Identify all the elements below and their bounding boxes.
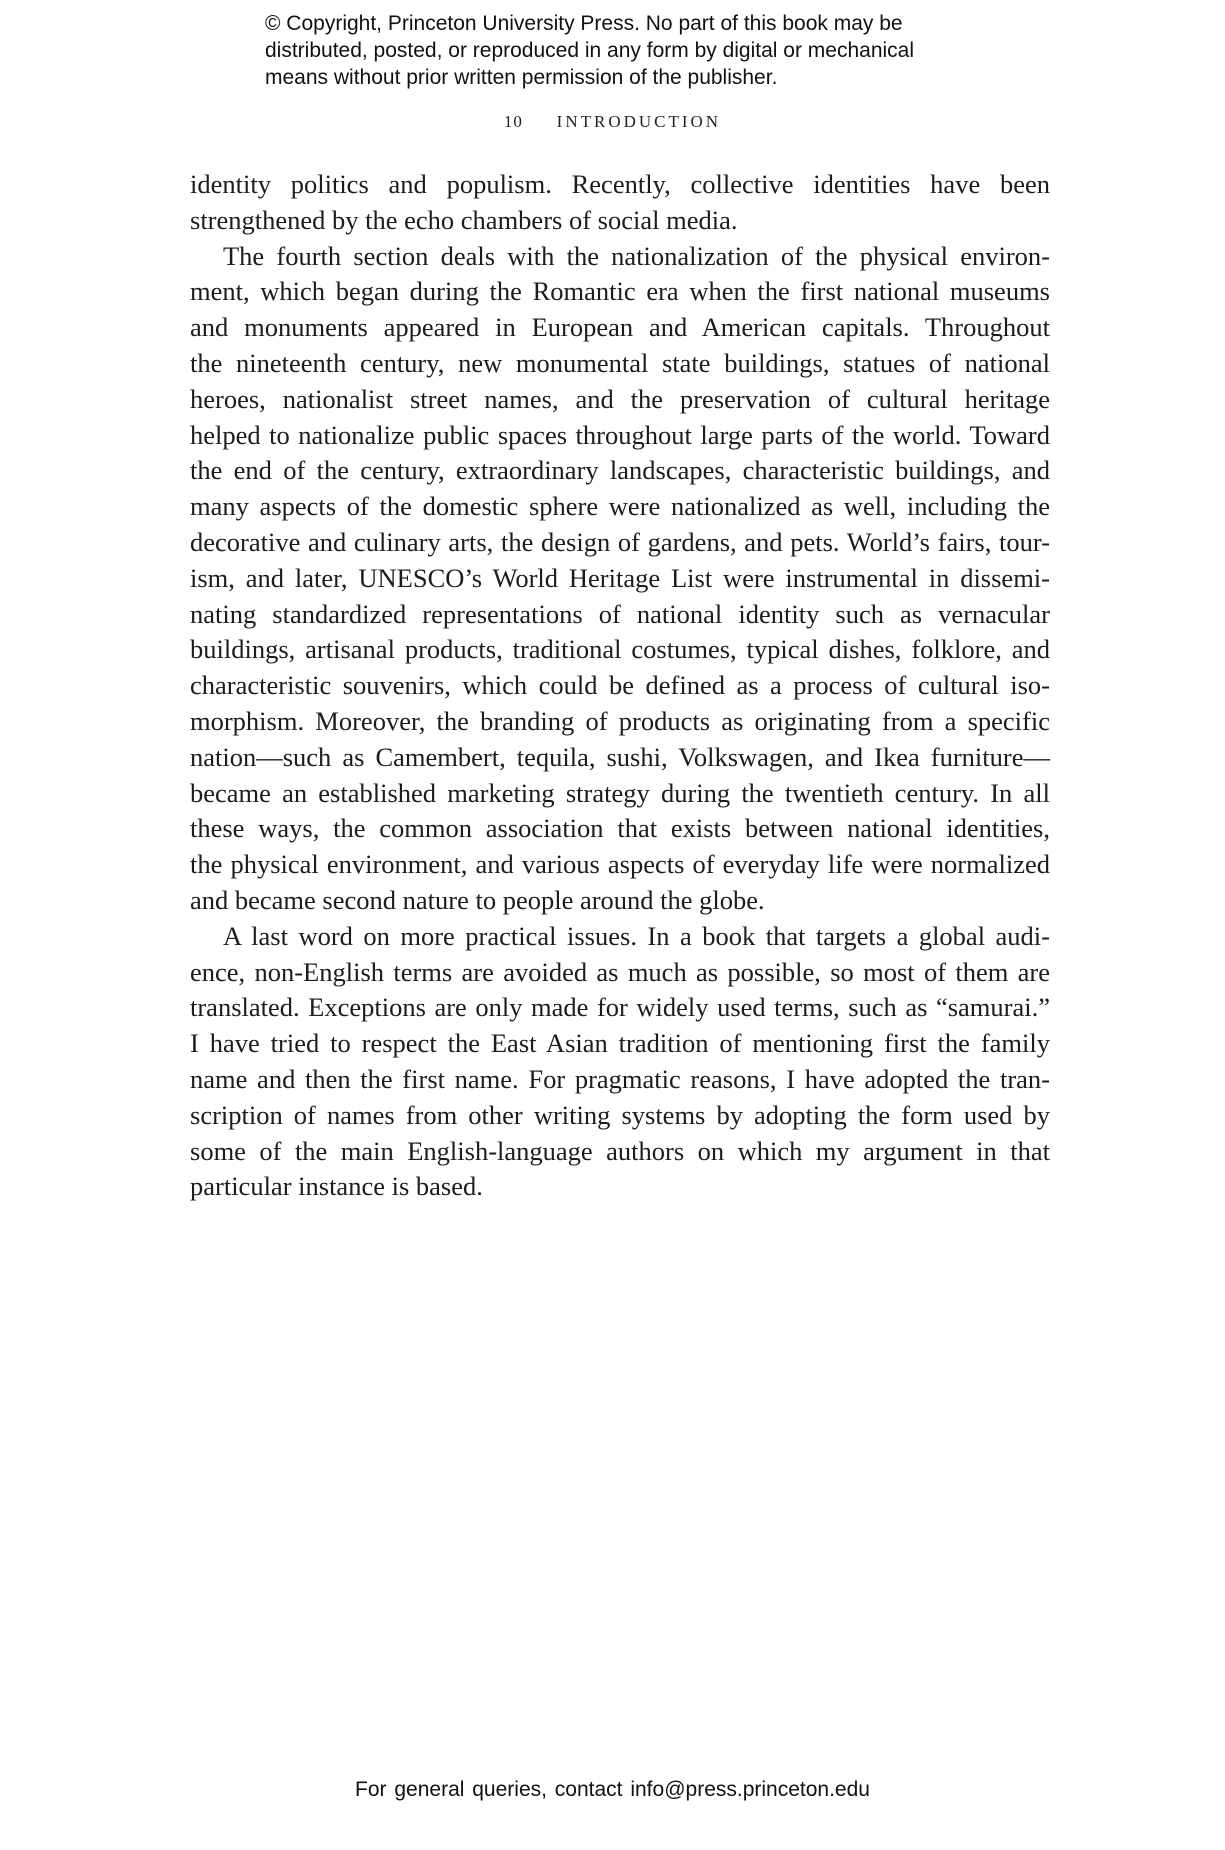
text-line: some of the main English-language authors on which my argument in that	[190, 1135, 1050, 1166]
text-line: translated. Exceptions are only made for widely used terms, such as “samurai.”	[190, 992, 1050, 1023]
text-line: helped to nationalize public spaces throughout large parts of the world. Toward	[190, 419, 1050, 450]
text-line: A last word on more practical issues. In a book that targets a global audi-	[223, 920, 1050, 951]
text-line: the physical environment, and various aspects of everyday life were normalized	[190, 849, 1050, 880]
body-text	[190, 167, 1050, 1205]
text-line: the end of the century, extraordinary landscapes, characteristic buildings, and	[190, 455, 1050, 486]
text-line: particular instance is based.	[190, 1171, 483, 1202]
text-line: heroes, nationalist street names, and the preservation of cultural heritage	[190, 383, 1050, 414]
text-line: became an established marketing strategy during the twentieth century. In all	[190, 777, 1050, 808]
text-line: many aspects of the domestic sphere were nationalized as well, including the	[190, 491, 1050, 522]
footer-contact: For general queries, contact info@press.princeton.edu	[355, 1778, 870, 1801]
copyright-notice	[265, 10, 1025, 91]
text-line: characteristic souvenirs, which could be defined as a process of cultural iso-	[190, 670, 1050, 701]
text-line: scription of names from other writing systems by adopting the form used by	[190, 1099, 1050, 1130]
section-title: INTRODUCTION	[556, 112, 722, 131]
text-line: and became second nature to people around the globe.	[190, 884, 765, 915]
text-line: morphism. Moreover, the branding of products as originating from a specific	[190, 705, 1050, 736]
text-line: strengthened by the echo chambers of social media.	[190, 204, 738, 235]
copyright-line: © Copyright, Princeton University Press. No part of this book may be	[265, 12, 903, 35]
text-line: and monuments appeared in European and American capitals. Throughout	[190, 312, 1050, 343]
copyright-line: means without prior written permission of the publisher.	[265, 66, 778, 89]
text-line: ism, and later, UNESCO’s World Heritage List were instrumental in dissemi-	[190, 562, 1050, 593]
running-head	[0, 112, 1225, 132]
text-line: ence, non-English terms are avoided as much as possible, so most of them are	[190, 956, 1050, 987]
text-line: decorative and culinary arts, the design of gardens, and pets. World’s fairs, tour-	[190, 526, 1050, 557]
page-number: 10	[503, 112, 523, 131]
text-line: ment, which began during the Romantic era when the first national museums	[190, 276, 1050, 307]
text-line: buildings, artisanal products, traditional costumes, typical dishes, folklore, and	[190, 634, 1050, 665]
text-line: name and then the first name. For pragmatic reasons, I have adopted the tran-	[190, 1063, 1050, 1094]
text-line: The fourth section deals with the nationalization of the physical environ-	[223, 240, 1050, 271]
copyright-line: distributed, posted, or reproduced in any form by digital or mechanical	[265, 39, 915, 62]
text-line: these ways, the common association that exists between national identities,	[190, 813, 1050, 844]
text-line: identity politics and populism. Recently, collective identities have been	[190, 169, 1050, 199]
text-line: nation—such as Camembert, tequila, sushi, Volkswagen, and Ikea furniture—	[190, 741, 1050, 772]
text-line: the nineteenth century, new monumental state buildings, statues of national	[190, 347, 1050, 378]
text-line: I have tried to respect the East Asian tradition of mentioning first the family	[190, 1028, 1050, 1059]
text-line: nating standardized representations of national identity such as vernacular	[190, 598, 1050, 629]
